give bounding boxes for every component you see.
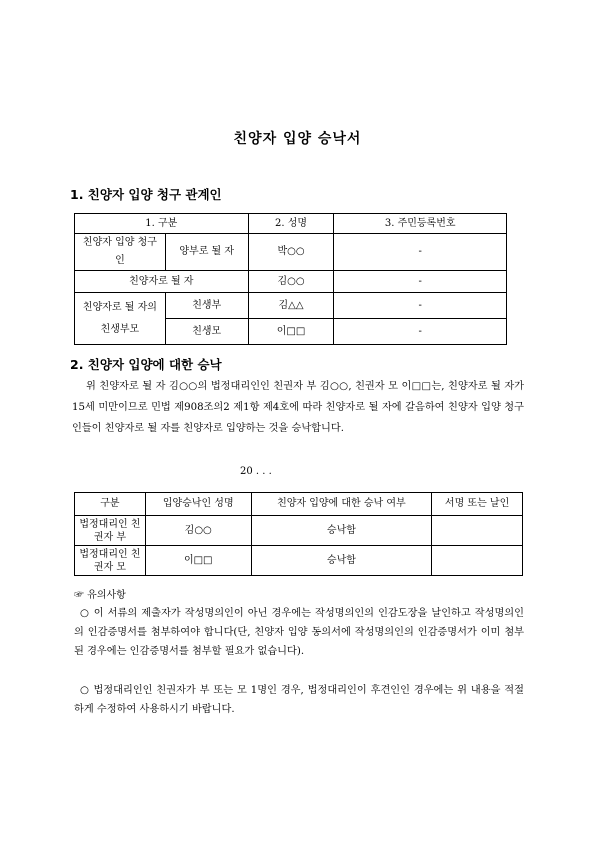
note-item: ○ 이 서류의 제출자가 작성명의인이 아닌 경우에는 작성명의인의 인감도장을 날인하고 작성명의인의 인감증명서를 첨부하여야 합니다(단, 친양자 입양 동의서에 작성명의인의 인감증명서가 이미 첨부된 경우에는 인감증명서를 첨부할 필요가 없습니다). <box>74 608 524 657</box>
section2-heading: 2. 친양자 입양에 대한 승낙 <box>70 357 222 372</box>
note-item: ○ 법정대리인인 친권자가 부 또는 모 1명인 경우, 법정대리인이 후견인인 경우에는 위 내용을 적절하게 수정하여 사용하시기 바랍니다. <box>74 685 524 715</box>
header-consenter-name: 입양승낙인 성명 <box>145 493 251 516</box>
section1-heading: 1. 친양자 입양 청구 관계인 <box>70 187 222 202</box>
consenter-name-father: 김○○ <box>145 516 251 546</box>
adoptee-label: 친양자로 될 자 <box>75 271 249 293</box>
consent-status-father: 승낙함 <box>251 516 432 546</box>
bio-mother-id: - <box>334 319 507 345</box>
bio-father-id: - <box>334 293 507 319</box>
adoptive-father-id: - <box>334 234 507 271</box>
header-category: 구분 <box>75 493 146 516</box>
adoptive-father-label: 양부로 될 자 <box>165 234 248 271</box>
signature-field-father[interactable] <box>432 516 523 546</box>
document-title: 친양자 입양 승낙서 <box>233 131 362 147</box>
relations-table <box>74 213 507 345</box>
header-signature: 서명 또는 날인 <box>432 493 523 516</box>
bio-mother-name: 이□□ <box>248 319 334 345</box>
adoptee-id: - <box>334 271 507 293</box>
notes-heading: ☞ 유의사항 <box>74 590 126 601</box>
consent-paragraph: 위 친양자로 될 자 김○○의 법정대리인인 친권자 부 김○○, 친권자 모 이□□는, 친양자로 될 자가 15세 미만이므로 민법 제908조의2 제1항 제4호에 따라 친양자로 될 자에 갈음하여 친양자 입양 청구인들이 친양자로 될 자를 친양자로 입양하는 것을 승낙합니다. <box>72 381 524 434</box>
consenter-name-mother: 이□□ <box>145 546 251 576</box>
consent-status-mother: 승낙함 <box>251 546 432 576</box>
bio-father-label: 친생부 <box>165 293 248 319</box>
adoptee-name: 김○○ <box>248 271 334 293</box>
role-father: 법정대리인 친권자 부 <box>75 516 146 546</box>
header-category: 1. 구분 <box>75 214 249 234</box>
header-consent-status: 친양자 입양에 대한 승낙 여부 <box>251 493 432 516</box>
header-name: 2. 성명 <box>248 214 334 234</box>
bio-mother-label: 친생모 <box>165 319 248 345</box>
group-petitioner: 친양자 입양 청구인 <box>75 234 166 271</box>
signature-field-mother[interactable] <box>432 546 523 576</box>
date-line: 20 . . . <box>240 466 272 477</box>
role-mother: 법정대리인 친권자 모 <box>75 546 146 576</box>
group-biological-parents: 친양자로 될 자의 친생부모 <box>75 293 166 345</box>
consent-table <box>74 492 523 576</box>
bio-father-name: 김△△ <box>248 293 334 319</box>
adoptive-father-name: 박○○ <box>248 234 334 271</box>
header-id: 3. 주민등록번호 <box>334 214 507 234</box>
